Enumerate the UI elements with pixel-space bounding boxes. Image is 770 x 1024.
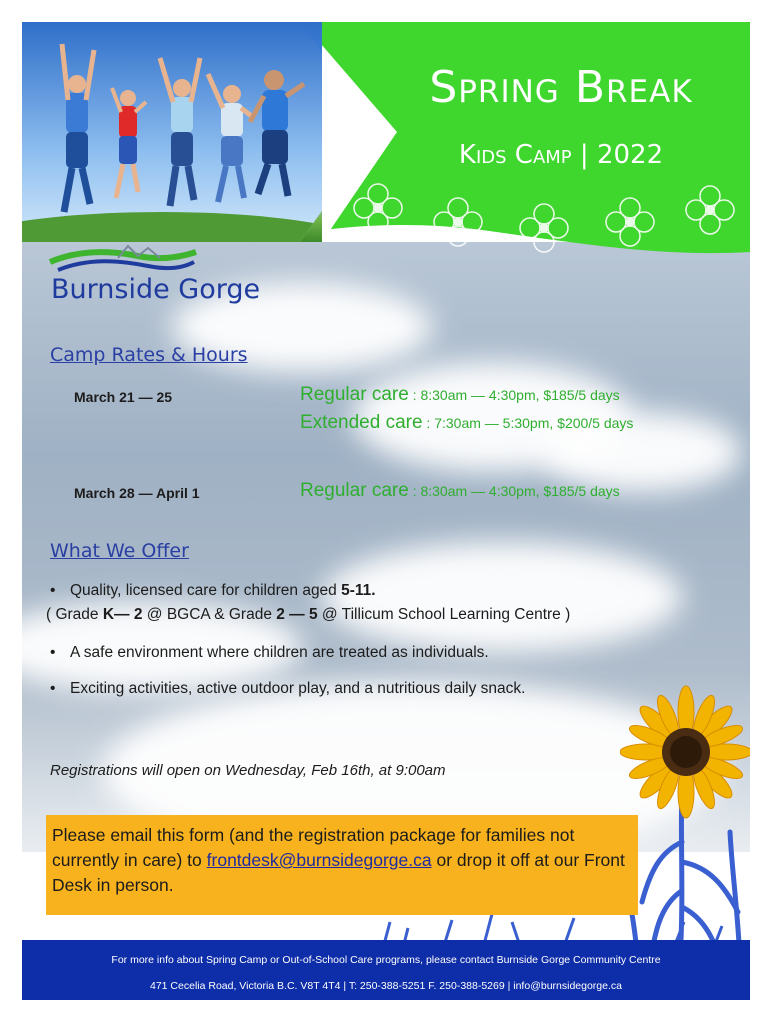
footer-contact-line: 471 Cecelia Road, Victoria B.C. V8T 4T4 | T: 250-388-5251 F. 250-388-5269 | info@burnsidegorge.ca <box>150 980 622 992</box>
logo-mark-icon <box>48 240 198 274</box>
grades-range-2: 2 — 5 <box>276 606 318 623</box>
week2-regular-care <box>300 480 620 502</box>
email-instructions-box <box>46 815 638 915</box>
grades-text: ( Grade <box>46 606 103 623</box>
offer-item-2-text: A safe environment where children are treated as individuals. <box>70 644 489 661</box>
offer-heading: What We Offer <box>50 540 189 562</box>
offer-item-1-grades <box>46 606 570 624</box>
flyer-page <box>22 22 750 1000</box>
week1-extended-care <box>300 412 633 434</box>
footer-bar <box>22 940 750 1000</box>
burnside-gorge-logo <box>48 240 288 310</box>
offer-item-3-text: Exciting activities, active outdoor play, and a nutritious daily snack. <box>70 680 526 697</box>
rates-heading: Camp Rates & Hours <box>50 344 248 366</box>
grades-range-1: K— 2 <box>102 606 143 623</box>
offer-item-3 <box>50 680 525 698</box>
banner-subtitle: Kids Camp | 2022 <box>458 140 664 170</box>
care-details: : 7:30am — 5:30pm, $200/5 days <box>422 415 634 431</box>
care-details: : 8:30am — 4:30pm, $185/5 days <box>408 387 620 403</box>
banner-title: Spring Break <box>429 62 693 113</box>
offer-age-range: 5-11. <box>341 582 376 599</box>
care-type: Extended care <box>300 412 423 433</box>
email-instructions-text: Please email this form (and the registration package for families not currently in care) to <box>52 825 575 870</box>
footer-info-line: For more info about Spring Camp or Out-of-School Care programs, please contact Burnside Gorge Community Centre <box>111 954 661 966</box>
kids-jumping-photo <box>22 22 322 242</box>
offer-item-1-text: Quality, licensed care for children aged <box>70 582 342 599</box>
bullet-icon: • <box>50 680 56 697</box>
email-link[interactable]: frontdesk@burnsidegorge.ca <box>206 850 432 870</box>
offer-item-1 <box>50 582 376 600</box>
care-type: Regular care <box>300 384 409 405</box>
week1-regular-care <box>300 384 620 406</box>
logo-text: Burnside Gorge <box>51 274 261 305</box>
week2-date: March 28 — April 1 <box>74 485 200 501</box>
week1-date: March 21 — 25 <box>74 389 173 405</box>
registration-notice: Registrations will open on Wednesday, Feb 16th, at 9:00am <box>50 762 446 779</box>
care-type: Regular care <box>300 480 409 501</box>
email-instructions-text-end: or drop it off at our Front Desk in person. <box>52 850 625 895</box>
offer-item-2 <box>50 644 489 662</box>
grades-text: @ BGCA & Grade <box>142 606 277 623</box>
bullet-icon: • <box>50 644 56 661</box>
bullet-icon: • <box>50 582 56 599</box>
care-details: : 8:30am — 4:30pm, $185/5 days <box>408 483 620 499</box>
grades-text: @ Tillicum School Learning Centre ) <box>317 606 571 623</box>
